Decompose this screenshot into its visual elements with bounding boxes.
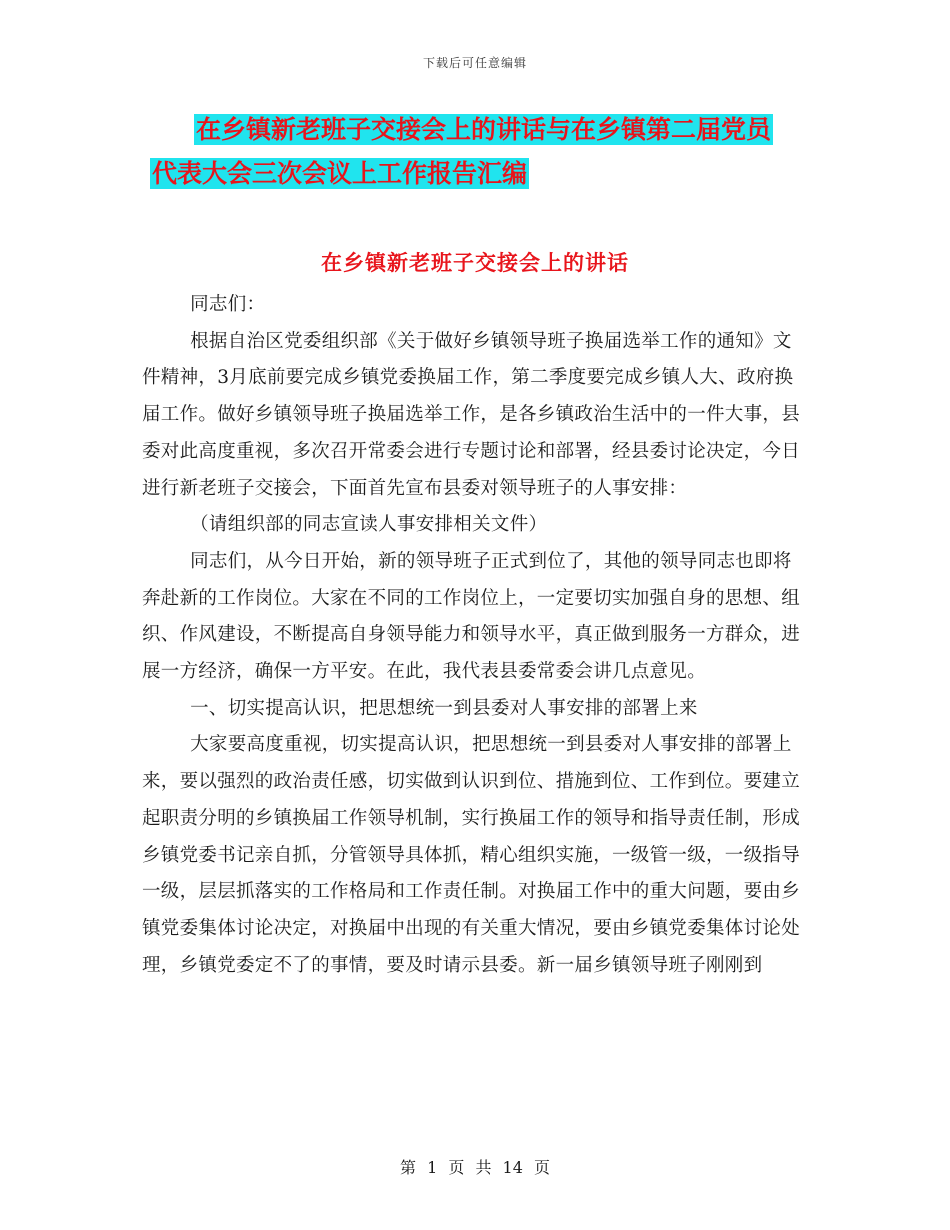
document-title-line-2	[150, 156, 810, 192]
document-title-text-1: 在乡镇新老班子交接会上的讲话与在乡镇第二届党员	[196, 115, 772, 144]
header-note: 下载后可任意编辑	[422, 56, 527, 70]
salutation: 同志们：	[190, 294, 266, 315]
paragraph: 大家要高度重视，切实提高认识，把思想统一到县委对人事安排的部署上来，要以强烈的政治责任感，切实做到认识到位、措施到位、工作到位。要建立起职责分明的乡镇换届工作领导机制，实行换届工作的领导和指导责任制，形成乡镇党委书记亲自抓，分管领导具体抓，精心组织实施，一级管一级，一级指导一级，层层抓落实的工作格局和工作责任制。对换届工作中的重大问题，要由乡镇党委集体讨论决定，对换届中出现的有关重大情况，要由乡镇党委集体讨论处理，乡镇党委定不了的事情，要及时请示县委。新一届乡镇领导班子刚刚到	[142, 734, 801, 976]
subheading: 一、切实提高认识，把思想统一到县委对人事安排的部署上来	[190, 697, 698, 719]
section-title: 在乡镇新老班子交接会上的讲话	[321, 251, 629, 275]
paragraph: 同志们，从今日开始，新的领导班子正式到位了，其他的领导同志也即将奔赴新的工作岗位。大家在不同的工作岗位上，一定要切实加强自身的思想、组织、作风建设，不断提高自身领导能力和领导水平，真正做到服务一方群众，进展一方经济，确保一方平安。在此，我代表县委常委会讲几点意见。	[142, 550, 801, 683]
document-title-text-2: 代表大会三次会议上工作报告汇编	[152, 159, 528, 188]
paragraph: 根据自治区党委组织部《关于做好乡镇领导班子换届选举工作的通知》文件精神，3月底前要完成乡镇党委换届工作，第二季度要完成乡镇人大、政府换届工作。做好乡镇领导班子换届选举工作，是各乡镇政治生活中的一件大事，县委对此高度重视，多次召开常委会进行专题讨论和部署，经县委讨论决定，今日进行新老班子交接会，下面首先宣布县委对领导班子的人事安排：	[142, 330, 801, 499]
page-number: 第 1 页 共 14 页	[400, 1158, 550, 1177]
document-title-line-1	[194, 112, 854, 148]
paragraph: （请组织部的同志宣读人事安排相关文件）	[190, 514, 548, 536]
body-text	[142, 287, 807, 984]
